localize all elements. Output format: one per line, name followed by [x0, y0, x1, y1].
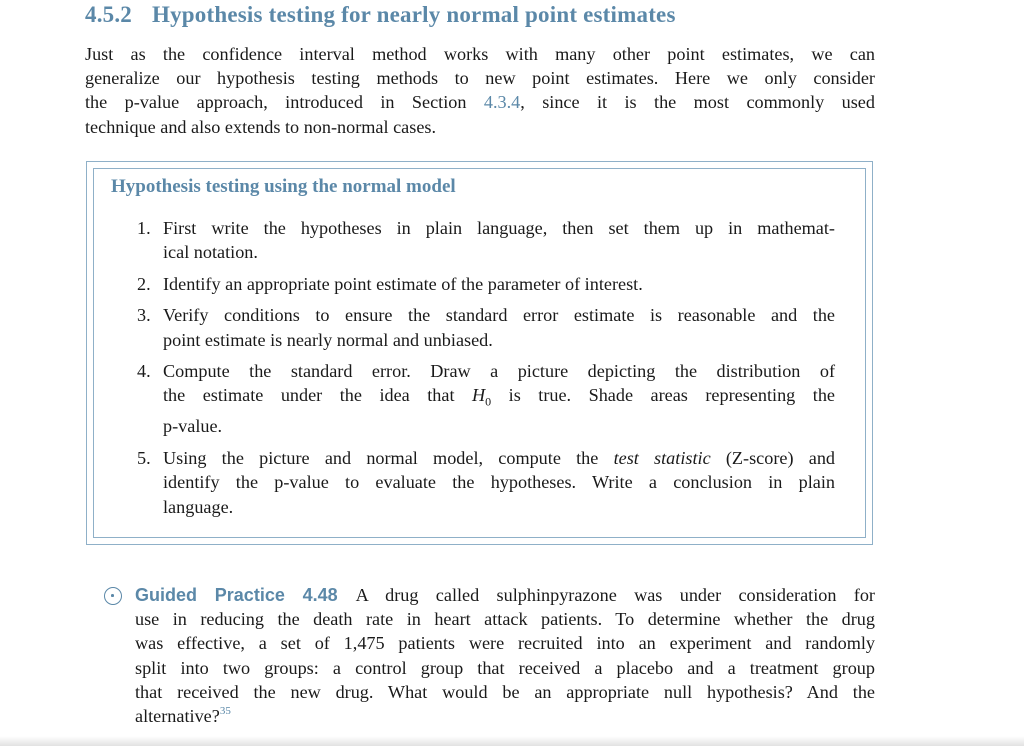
page-bottom-shadow: [0, 736, 1024, 746]
step-number: 4.: [137, 361, 151, 382]
list-item: [137, 303, 835, 352]
intro-line: generalize our hypothesis testing methods to new point estimates. Here we only consider: [85, 68, 875, 89]
guided-practice-body: [135, 583, 875, 728]
list-item: [137, 216, 835, 265]
step-text: First write the hypotheses in plain language, then set them up in mathemat-: [163, 218, 835, 238]
step-number: 3.: [137, 305, 151, 326]
step-number: 5.: [137, 447, 151, 468]
step-text: Identify an appropriate point estimate of the parameter of interest.: [163, 273, 643, 294]
guided-practice-line: alternative?$^{35}$: [135, 705, 231, 727]
guided-practice-line: split into two groups: a control group that received a placebo and a treatment group: [135, 657, 875, 678]
list-item: [137, 446, 835, 519]
guided-practice-line: use in reducing the death rate in heart attack patients. To determine whether the drug: [135, 609, 875, 630]
step-text: ical notation.: [163, 242, 258, 263]
procedure-box-title: Hypothesis testing using the normal model: [111, 176, 456, 197]
procedure-steps-list: [137, 216, 835, 526]
list-item: [137, 359, 835, 439]
intro-line: the p-value approach, introduced in Section 4.3.4, since it is the most commonly used: [85, 92, 875, 113]
step-text: Compute the standard error. Draw a picture depicting the distribution of: [163, 361, 835, 382]
intro-paragraph: [85, 42, 875, 139]
step-number: 2.: [137, 273, 151, 294]
intro-line: technique and also extends to non-normal cases.: [85, 116, 437, 137]
intro-line: Just as the confidence interval method works with many other point estimates, we can: [85, 44, 875, 64]
step-text: Verify conditions to ensure the standard error estimate is reasonable and the: [163, 305, 835, 326]
math-h0: $H_0$: [472, 385, 492, 410]
section-heading: [85, 2, 676, 28]
step-text: point estimate is nearly normal and unbiased.: [163, 329, 493, 350]
guided-practice-label: Guided Practice 4.48: [135, 585, 338, 605]
footnote-link[interactable]: 35: [219, 705, 231, 718]
guided-practice-line: was effective, a set of 1,475 patients were recruited into an experiment and randomly: [135, 633, 875, 654]
procedure-box: [86, 161, 873, 545]
step-text: identify the p-value to evaluate the hypotheses. Write a conclusion in plain: [163, 472, 835, 493]
emphasis-test-statistic: test statistic: [613, 447, 711, 468]
step-text: language.: [163, 496, 234, 517]
step-text: Using the picture and normal model, compute the test statistic (Z-score) and: [163, 447, 836, 468]
step-text: p-value.: [163, 416, 223, 437]
step-text: the estimate under the idea that $H_0$ is true. Shade areas representing the: [163, 385, 835, 410]
step-number: 1.: [137, 218, 151, 238]
guided-practice-line: that received the new drug. What would be an appropriate null hypothesis? And the: [135, 681, 875, 702]
guided-practice-circle-icon: [104, 587, 122, 605]
section-title: Hypothesis testing for nearly normal point estimates: [152, 2, 676, 27]
section-number: 4.5.2: [85, 2, 132, 27]
list-item: [137, 272, 835, 296]
section-reference-link[interactable]: 4.3.4: [483, 92, 521, 113]
guided-practice-line: Guided Practice 4.48 A drug called sulphinpyrazone was under consideration for: [135, 585, 875, 605]
